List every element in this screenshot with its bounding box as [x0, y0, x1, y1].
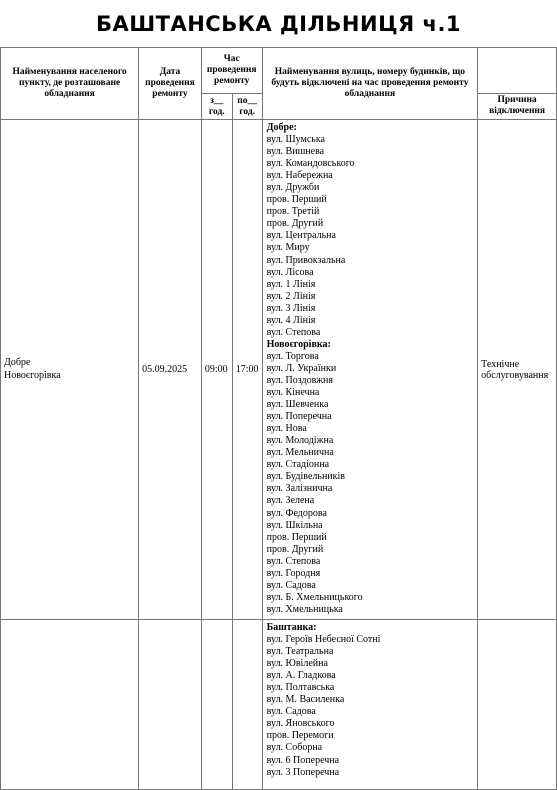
street-item: вул. Хмельницька [266, 603, 343, 615]
street-item: вул. Шумська [266, 134, 325, 146]
street-item: вул. Набережна [266, 170, 333, 182]
locality-line: Новоєгорівка [4, 369, 61, 381]
header-cause: Причина відключення [478, 94, 557, 120]
locality-group-heading: Новоєгорівка: [266, 338, 331, 350]
locality-cell-empty [1, 620, 139, 790]
header-time-to: по__ год. [232, 94, 262, 120]
time-from-cell-empty [201, 620, 232, 790]
street-item: пров. Другий [266, 543, 324, 555]
header-locality: Найменування населеного пункту, де розташоване обладнання [1, 48, 139, 120]
street-item: вул. Полтавська [266, 682, 335, 694]
streets-list [267, 122, 478, 616]
street-item: вул. М. Василенка [266, 694, 345, 706]
street-item: вул. Поздовжня [266, 374, 333, 386]
street-item: вул. Стадіонна [266, 459, 330, 471]
streets-cell [262, 620, 478, 790]
street-item: пров. Перший [266, 531, 327, 543]
street-item: пров. Перемоги [266, 730, 334, 742]
street-item: вул. Центральна [266, 230, 336, 242]
street-item: вул. 2 Лінія [266, 290, 316, 302]
header-time-from: з__ год. [201, 94, 232, 120]
street-item: вул. Л. Українки [266, 362, 337, 374]
time-to-cell-empty [232, 620, 262, 790]
document-title: БАШТАНСЬКА ДІЛЬНИЦЯ ч.1 [95, 12, 462, 36]
street-item: вул. Федорова [266, 507, 327, 519]
street-item: вул. Дружби [266, 182, 320, 194]
street-item: вул. Мельнична [266, 447, 334, 459]
street-item: вул. Степова [266, 555, 321, 567]
street-item: вул. Садова [266, 579, 316, 591]
street-item: вул. Садова [266, 706, 316, 718]
street-item: вул. Вишнева [266, 146, 325, 158]
street-item: вул. Ювілейна [266, 658, 328, 670]
header-time: Час проведення ремонту [201, 48, 262, 94]
street-item: вул. Театральна [266, 646, 334, 658]
street-item: вул. Шкільна [266, 519, 323, 531]
street-item: пров. Перший [266, 194, 327, 206]
street-item: вул. 3 Лінія [266, 302, 316, 314]
header-streets: Найменування вулиць, номеру будинків, що будуть відключені на час проведення ремонту обладнання [262, 48, 478, 120]
street-item: пров. Третій [266, 206, 320, 218]
outage-table [0, 47, 557, 790]
street-item: вул. 6 Поперечна [266, 754, 340, 766]
street-item: вул. А. Гладкова [266, 670, 336, 682]
cause-cell-empty [478, 620, 557, 790]
street-item: вул. Миру [266, 242, 310, 254]
street-item: вул. Степова [266, 326, 321, 338]
street-item: вул. 3 Поперечна [266, 766, 340, 778]
street-item: вул. Молодіжна [266, 435, 334, 447]
date-cell: 05.09.2025 [139, 120, 202, 620]
street-item: вул. Лісова [266, 266, 314, 278]
street-item: вул. 4 Лінія [266, 314, 316, 326]
street-item: вул. Будівельників [266, 471, 345, 483]
street-item: вул. Нова [266, 423, 307, 435]
time-to-cell: 17:00 [232, 120, 262, 620]
street-item: вул. Городня [266, 567, 321, 579]
street-item: вул. 1 Лінія [266, 278, 316, 290]
locality-group-heading: Добре: [266, 122, 297, 133]
time-from-cell: 09:00 [201, 120, 232, 620]
locality-cell [1, 120, 139, 620]
street-item: вул. Соборна [266, 742, 323, 754]
locality-line: Добре [4, 357, 31, 369]
street-item: вул. Залізнична [266, 483, 333, 495]
street-item: вул. Зелена [266, 495, 315, 507]
street-item: вул. Б. Хмельницького [266, 591, 363, 603]
street-item: вул. Торгова [266, 350, 319, 362]
street-item: вул. Яновського [266, 718, 335, 730]
header-date: Дата проведення ремонту [139, 48, 202, 120]
date-cell-empty [139, 620, 202, 790]
street-item: вул. Кінечна [266, 387, 320, 399]
table-row [1, 120, 557, 620]
cause-cell: Технічне обслуговування [478, 120, 557, 620]
streets-list [267, 622, 478, 779]
street-item: вул. Героїв Небесної Сотні [266, 634, 381, 646]
street-item: пров. Другий [266, 218, 324, 230]
street-item: вул. Шевченка [266, 399, 329, 411]
table-row [1, 620, 557, 790]
locality-group-heading: Баштанка: [266, 622, 317, 633]
street-item: вул. Поперечна [266, 411, 332, 423]
streets-cell [262, 120, 478, 620]
street-item: вул. Привокзальна [266, 254, 346, 266]
header-cause-top [478, 48, 557, 94]
street-item: вул. Командовського [266, 158, 355, 170]
